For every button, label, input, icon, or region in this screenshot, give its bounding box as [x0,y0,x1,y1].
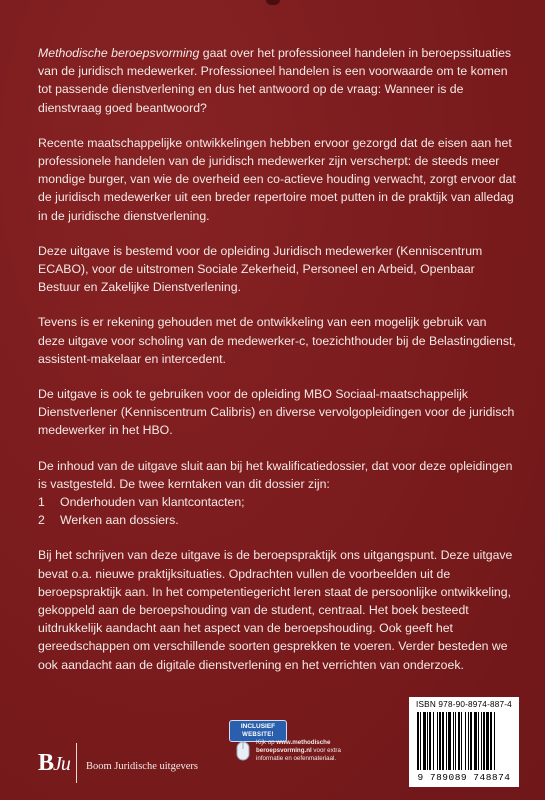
barcode-bar [465,712,466,770]
barcode-bar [490,712,492,770]
top-notch-mark [266,0,280,5]
list-item [38,493,516,511]
logo-ju: Ju [53,753,70,775]
list-text: Onderhouden van klantcontacten; [60,495,245,510]
badge-line-1: INCLUSIEF [240,723,276,730]
barcode-bar [453,712,454,770]
barcode-bar [461,712,462,770]
back-cover-text [38,44,516,691]
barcode-bar [468,712,469,770]
paragraph-additional-use: Tevens is er rekening gehouden met de ontwikkeling van een mogelijk gebruik van deze uitgave voor scholing van de medewerker-c, toezichthouder bij de Belastingdienst, assistent-makelaar en intercedent. [38,315,516,366]
barcode-bar [448,712,451,770]
barcode-bar [481,712,482,770]
barcode-bars [415,712,513,772]
barcode-bar [483,712,485,770]
paragraph-intro [38,44,516,117]
barcode-bar [446,712,447,770]
barcode-bar [486,712,489,770]
publisher-logo [38,750,70,777]
paragraph-practice: Bij het schrijven van deze uitgave is de beroepspraktijk ons uitgangspunt. Deze uitgave bevat o.a. nieuwe praktijksituaties. Opdrachten vullen de voorbeelden uit de beroepspraktijk aan. In het competentiegericht leren staat de persoonlijke ontwikkeling, gekoppeld aan de beroepshouding van de student, centraal. Het boek besteedt uitdrukkelijk aandacht aan het aspect van de beroepshouding. Ook geeft het gereedschappen om verschillende soorten gesprekken te voeren. Verder besteden we ook aandacht aan de digitale dienstverlening en het verrichten van onderzoek. [38,548,513,672]
isbn-barcode [409,697,519,787]
list-text: Werken aan dossiers. [60,513,179,528]
barcode-bar [442,712,444,770]
book-title: Methodische beroepsvorming [38,46,200,60]
promo-url[interactable]: www.methodische beroepsvorming.nl [256,739,331,755]
barcode-bar [458,712,460,770]
barcode-bar [427,712,428,770]
barcode-bar [478,712,479,770]
paragraph-intro-text: gaat over het professioneel handelen in beroepssituaties van de juridisch medewerker. Professioneel handelen is een voorwaarde om te komen tot passende dienstverlening en dus het antwoord op de vraag: Wanneer is de dienstvraag goed beantwoord? [38,46,512,115]
barcode-bar [455,712,456,770]
barcode-bar [494,712,495,770]
paragraph-developments: Recente maatschappelijke ontwikkelingen hebben ervoor gezorgd dat de eisen aan het professionele handelen van de juridisch medewerker zijn verscherpt: de steeds meer mondige burger, van wie de overheid een co-actieve houding verwacht, zorgt ervoor dat de juridisch medewerker uit een breder repertoire moet putten in de praktijk van alledag in de juridische dienstverlening. [38,135,516,223]
logo-divider [76,743,77,783]
website-promo-text [256,739,366,764]
barcode-bar [470,712,472,770]
promo-prefix: Kijk op [256,739,277,746]
barcode-bar [474,712,477,770]
barcode-bar [423,712,426,770]
logo-b: B [38,750,54,776]
publisher-name: Boom Juridische uitgevers [86,761,198,772]
barcode-bar [433,712,434,770]
paragraph-mbo-hbo: De uitgave is ook te gebruiken voor de opleiding MBO Sociaal-maatschappelijk Dienstverlener (Kenniscentrum Calibris) en diverse vervolgopleidingen voor de juridisch medewerker in het HBO. [38,387,515,438]
barcode-bar [417,712,419,770]
list-number: 2 [38,513,45,528]
paragraph-qualification: De inhoud van de uitgave sluit aan bij het kwalificatiedossier, dat voor deze opleidingen is vastgesteld. De twee kerntaken van dit dossier zijn: [38,458,513,491]
list-item [38,511,516,529]
promo-suffix: voor extra informatie en oefenmateriaal. [256,747,341,763]
computer-mouse-icon [236,741,250,761]
barcode-bar [429,712,431,770]
barcode-bar [439,712,441,770]
list-number: 1 [38,495,45,510]
core-tasks-list [38,493,516,529]
barcode-bar [437,712,438,770]
barcode-bar [420,712,421,770]
badge-line-2: WEBSITE! [242,732,274,738]
isbn-number: ISBN 978-90-8974-887-4 [416,700,512,709]
paragraph-audience: Deze uitgave is bestemd voor de opleiding Juridisch medewerker (Kenniscentrum ECABO), voor de uitstromen Sociale Zekerheid, Personeel en Arbeid, Openbaar Bestuur en Zakelijke Dienstverlening. [38,243,483,295]
barcode-digits: 9 789089 748874 [417,772,511,783]
